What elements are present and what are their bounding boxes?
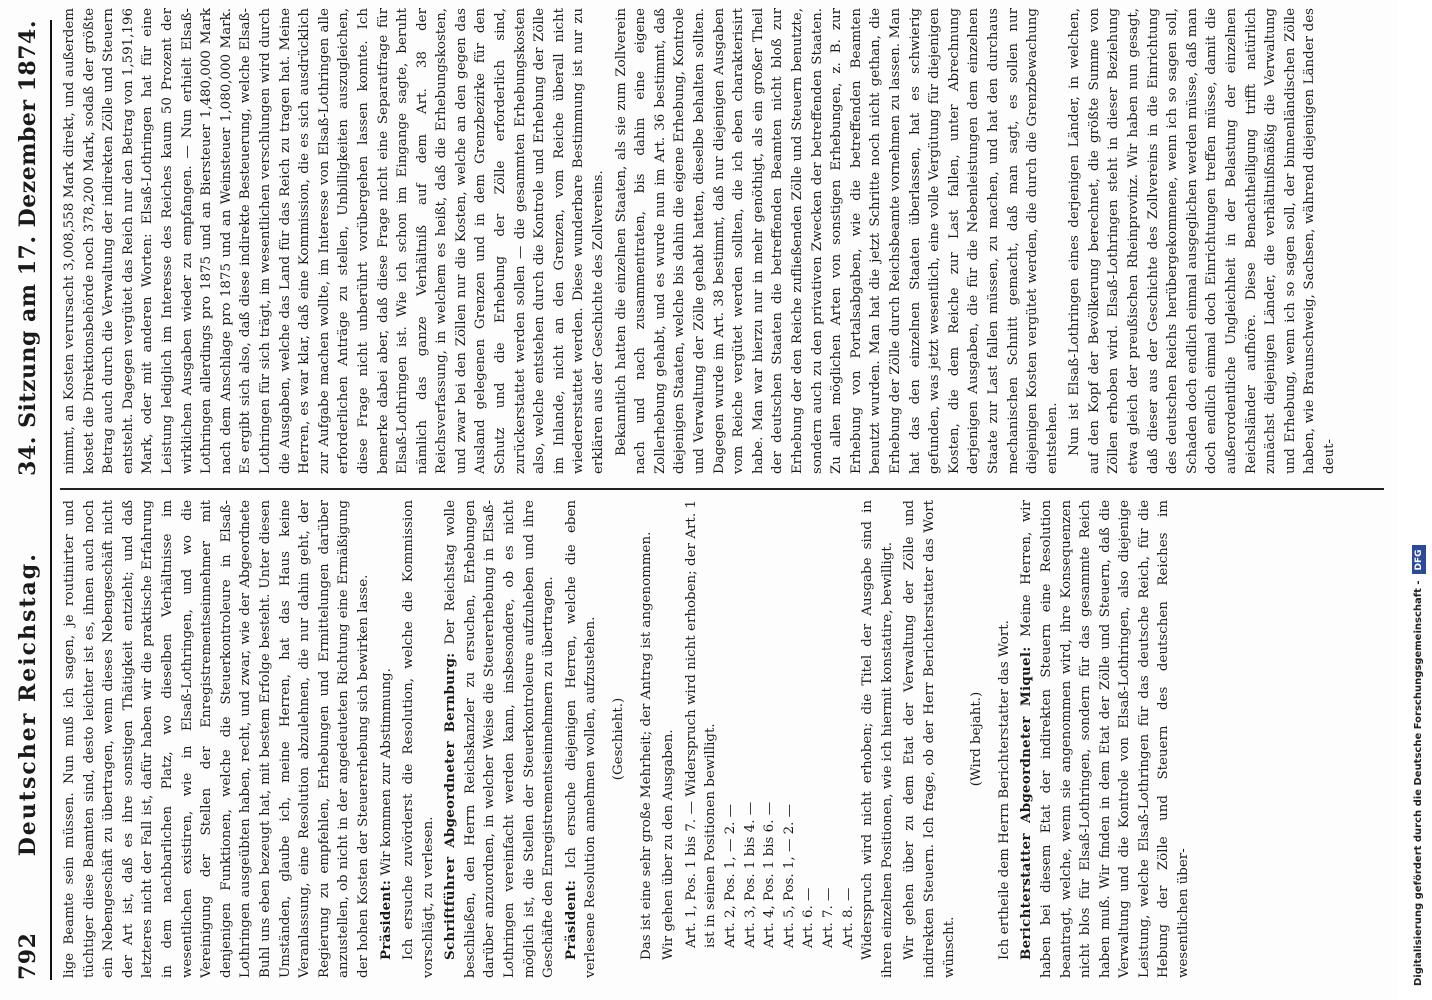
- paragraph: Wir gehen über zu den Ausgaben.: [661, 729, 677, 960]
- dfg-logo: DFG: [1412, 545, 1426, 574]
- paragraph: nimmt, an Kosten verursacht 3,008,558 Mark direkt, und außerdem kostet die Direktionsbehörde noch 378,200 Mark, sodaß der größte Betrag auch durch die Verwaltung der indirekten Zölle und Steuern entsteht. Dagegen vergütet das Reich nur den Betrag von 1,591,196 Mark, oder mit anderen Worten: Elsaß-Lothringen hat für eine Leistung lediglich im Interesse des Reiches kaum 50 Prozent der wirklichen Ausgaben wieder zu empfangen. — Nun erhielt Elsaß-Lothringen allerdings pro 1875 und an Biersteuer 1,480,000 Mark nach dem Anschlage pro 1875 und an Weinsteuer 1,080,000 Mark. Es ergibt sich also, daß diese indirekte Besteuerung, welche Elsaß-Lothringen für sich trägt, im wesentlichen verschlungen wird durch die Ausgaben, welche das Land für das Reich zu tragen hat. Meine Herren, es war klar, daß eine Kommission, die es sich ausdrücklich zur Aufgabe machen wollte, im Interesse von Elsaß-Lothringen alle erforderlichen Anträge zu stellen, Unbilligkeiten auszugleichen, diese Frage nicht unberührt vorübergehen lassen konnte. Ich bemerke dabei aber, daß diese Frage nicht eine Separatfrage für Elsaß-Lothringen ist. Wie ich schon im Eingange sagte, beruht nämlich das ganze Verhältniß auf dem Art. 38 der Reichsverfassung, in welchem es heißt, daß die Erhebungskosten, und zwar bei den Zöllen nur die Kosten, welche an den gegen das Ausland gelegenen Grenzen und in dem Grenzbezirke für den Schutz und die Erhebung der Zölle erforderlich sind, zurückerstattet werden sollen — die gesammten Erhebungskosten also, welche entstehen durch die Kontrole und Erhebung der Zölle im Inlande, nicht an den Grenzen, vom Reiche überall nicht wiedererstattet werden. Diese wunderbare Bestimmung ist nur zu erklären aus der Geschichte des Zollvereins.: [62, 8, 607, 474]
- paragraph-text: Wir kommen zur Abstimmung.: [378, 668, 394, 876]
- stage-direction: (Geschieht.): [611, 697, 627, 781]
- paragraph: Ich ertheile dem Herrn Berichterstatter das Wort.: [996, 620, 1012, 960]
- left-column: [60, 500, 1388, 978]
- paragraph-text: Ich ersuche diejenigen Herren, welche die eben verlesene Resolution annehmen wollen, aufzustehen.: [563, 500, 599, 978]
- paragraph: [377, 500, 397, 978]
- page-header: [6, 20, 52, 980]
- list-item: Art. 8. —: [840, 887, 856, 948]
- list-item: Art. 1, Pos. 1 bis 7. — Widerspruch wird nicht erhoben; der Art. 1 ist in seinen Positionen bewilligt.: [683, 500, 719, 948]
- running-title: Deutscher Reichstag.: [15, 552, 41, 857]
- speaker-label: Präsident:: [377, 879, 394, 960]
- paragraph: Widerspruch wird nicht erhoben; die Titel der Ausgabe sind in ihren einzelnen Positionen, wie ich hiermit konstatire, bewilligt.: [860, 500, 895, 978]
- digitization-watermark: [1412, 16, 1426, 986]
- list-item: Art. 2, Pos. 1, — 2. —: [723, 803, 738, 948]
- list-item: Art. 4, Pos. 1 bis 6. —: [762, 801, 778, 948]
- list-item: Art. 6. —: [801, 887, 817, 948]
- paragraph: Nun ist Elsaß-Lothringen eines derjenigen Länder, in welchen, auf den Kopf der Bevölkerung berechnet, die größte Summe von Zöllen erhoben wird. Elsaß-Lothringen steht in dieser Beziehung etwa gleich der preußischen Rheinprovinz. Wir haben nun gesagt, daß dieser aus der Geschichte des Zollvereins in die Einrichtung des deutschen Reichs herübergekommene, wenn ich so sagen soll, Schaden doch endlich einmal ausgeglichen werden müsse, daß man doch endlich einmal doch Einrichtungen treffen müsse, damit die außerordentliche Ungleichheit in der Belastung der einzelnen Reichsländer aufhöre. Diese Benachtheiligung trifft natürlich zunächst diejenigen Länder, die verhältnißmäßig die Verwaltung und Erhebung, wenn ich so sagen soll, der binnenländischen Zölle haben, wie Braunschweig, Sachsen, während diejenigen Länder des deut-: [1067, 8, 1337, 474]
- stage-direction: (Wird bejaht.): [969, 691, 985, 787]
- paragraph-text: Meine Herren, wir haben bei diesem Etat der indirekten Steuern eine Resolution beantragt, welche, wenn sie angenommen wird, ihre Konsequenzen nicht blos für Elsaß-Lothringen, sondern für das gesammte Reich haben muß. Wir finden in dem Etat der Zölle und Steuern, daß die Verwaltung und die Kontrole von Elsaß-Lothringen, also diejenige Leistung, welche Elsaß-Lothringen für das deutsche Reich, für die Hebung der Zölle und Steuern des deutschen Reiches im wesentlichen über-: [1019, 500, 1192, 978]
- paragraph: [562, 500, 601, 978]
- page-number: 792: [15, 932, 41, 980]
- list-item: Art. 3, Pos. 1 bis 4. —: [742, 801, 758, 948]
- paragraph: Bekanntlich hatten die einzelnen Staaten, als sie zum Zollverein nach und nach zusammentraten, bis dahin eine eigene Zollerhebung gehabt, und es wurde nun im Art. 36 bestimmt, daß diejenigen Staaten, welche bis dahin die eigene Erhebung, Kontrole und Verwaltung der Zölle gehabt hatten, dieselbe behalten sollten. Dagegen wurde im Art. 38 bestimmt, daß nur diejenigen Ausgaben vom Reiche vergütet werden sollten, die ich eben charakterisirt habe. Man war hierzu nur in mehr genöthigt, als ein großer Theil der deutschen Staaten die betreffenden Beamten nicht bloß zur Erhebung der den Reiche zufließenden Zölle und Steuern benutzte, sondern auch zu den privativen Zwecken der betreffenden Staaten. Zu allen möglichen Arten von sonstigen Erhebungen, z. B. zur Erhebung von Portalsabgaben, wie die betreffenden Beamten benutzt wurden. Man hat die jetzt Schritte noch nicht gethan, die Erhebung der Zölle durch Reichsbeamte vornehmen zu lassen. Man hat das den einzelnen Staaten überlassen, hat es schwierig gefunden, was jetzt wesentlich, eine volle Vergütung für diejenigen Kosten, die dem Reiche zur Last fallen, unter Abrechnung derjenigen Ausgaben, die für die Nebenleistungen dem einzelnen Staate zur Last fallen müssen, zu machen, und hat den durchaus mechanischen Schnitt gemacht, daß man sagt, es sollen nur diejenigen Kosten vergütet werden, die durch die Grenzbewachung entstehen.: [613, 8, 1060, 474]
- column-divider: [60, 488, 1384, 490]
- speaker-label: Berichterstatter Abgeordneter Miquel:: [1018, 646, 1035, 960]
- paragraph: [441, 500, 559, 978]
- right-column: [60, 8, 1388, 474]
- paragraph: [1017, 500, 1193, 978]
- paragraph-text: Der Reichstag wolle beschließen, den Herrn Reichskanzler zu ersuchen, Erhebungen darüber anzuordnen, in welcher Weise die Steuererhebung in Elsaß-Lothringen vereinfacht werden kann, insbesondere, ob es nicht möglich ist, die Stellen der Steuerkontroleure aufzuheben und ihre Geschäfte den Enregistrementseinnehmern zu übertragen.: [443, 500, 557, 978]
- list-item: Art. 5, Pos. 1, — 2. —: [781, 803, 797, 948]
- watermark-text: Digitalisierung gefördert durch die Deutsche Forschungsgemeinschaft -: [1413, 580, 1424, 986]
- list-item: Art. 7. —: [820, 887, 836, 948]
- paragraph: lige Beamte sein müssen. Nun muß ich sagen, je routinirter und tüchtiger diese Beamten sind, desto leichter ist es, ihnen auch noch ein Nebengeschäft zu übertragen, wenn dieses Nebengeschäft nicht der Art ist, daß es ihre sonstigen Thätigkeit entzieht; und daß letzteres nicht der Fall ist, dafür haben wir die praktische Erfahrung in dem nachbarlichen Platz, wo dieselben Verhältnisse im wesentlichen existiren, wie in Elsaß-Lothringen, und wo die Vereinigung der Stellen der Enregistrementseinnehmer mit denjenigen Funktionen, welche die Steuerkontroleure in Elsaß-Lothringen ausgeübten haben, recht, und zwar, wie der Abgeordnete Buhl uns eben bezeugt hat, mit bestem Erfolge besteht. Unter diesen Umständen, glaube ich, meine Herren, hat das Haus keine Veranlassung, eine Resolution abzulehnen, die nur dahin geht, der Regierung zu empfehlen, Erhebungen und Ermittelungen darüber anzustellen, ob nicht in der angedeuteten Richtung eine Ermäßigung der hohen Kosten der Steuererhebung sich bewirken lasse.: [62, 500, 371, 978]
- speaker-label: Schriftführer Abgeordneter Bernburg:: [442, 652, 459, 960]
- paragraph: Wir gehen über zu dem Etat der Verwaltung der Zölle und indirekten Steuern. Ich frage, ob der Herr Berichterstatter das Wort wünscht.: [902, 500, 957, 978]
- speaker-label: Präsident:: [562, 879, 579, 960]
- paragraph: Ich ersuche zuvörderst die Resolution, welche die Kommission vorschlägt, zu verlesen.: [401, 500, 436, 978]
- session-heading: 34. Sitzung am 17. Dezember 1874.: [15, 20, 41, 476]
- paragraph: Das ist eine sehr große Mehrheit; der Antrag ist angenommen.: [638, 531, 654, 960]
